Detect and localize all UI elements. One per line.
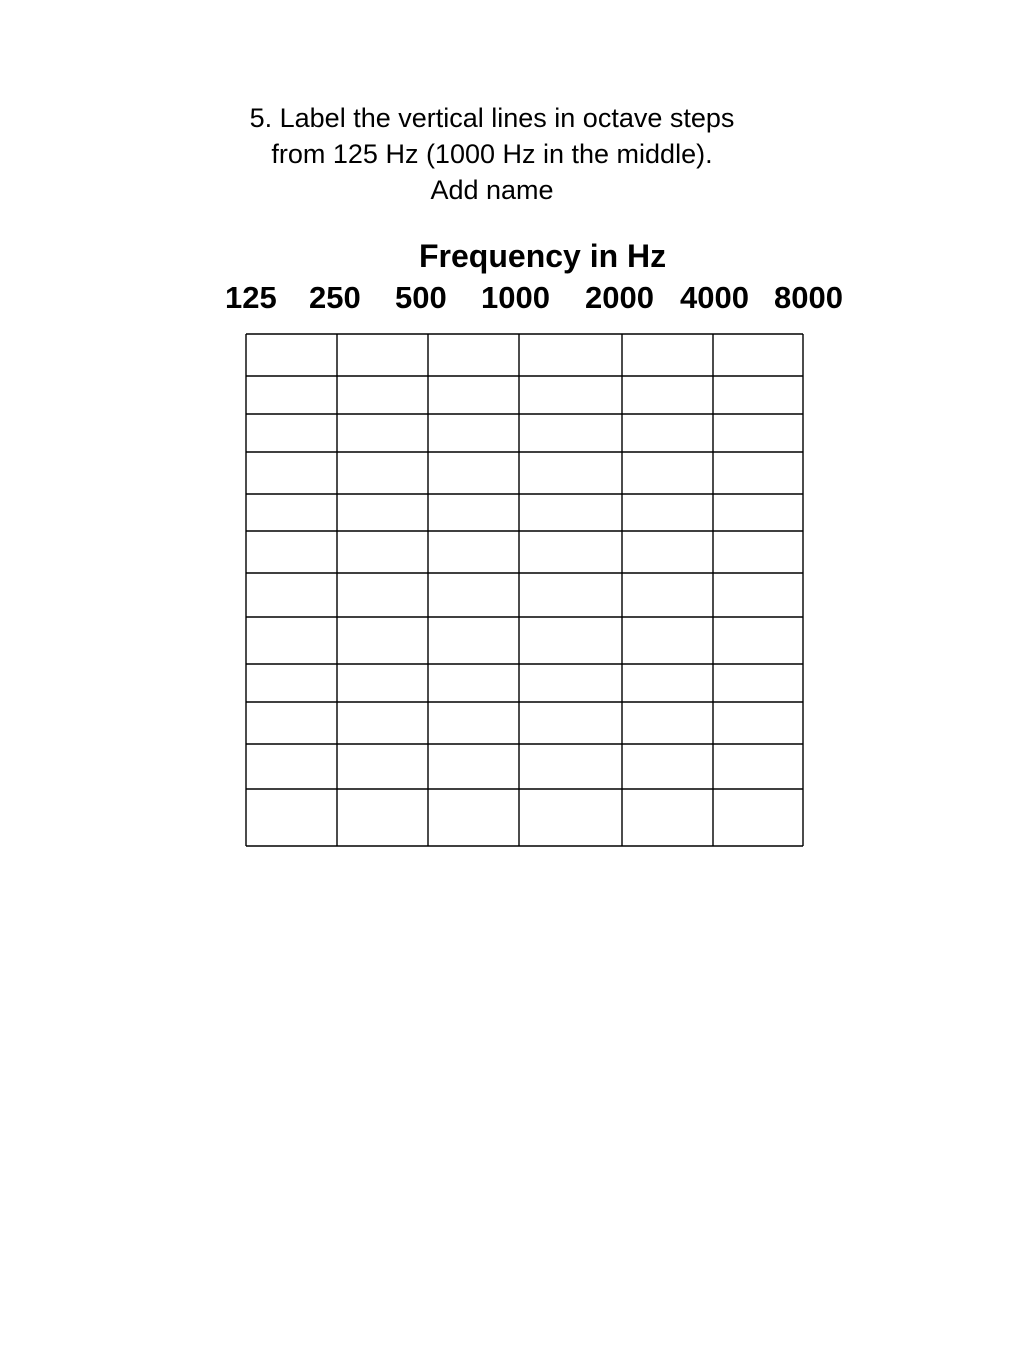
frequency-label-500: 500 [395, 280, 447, 315]
instruction-line-1: 5. Label the vertical lines in octave steps [249, 103, 735, 133]
frequency-label-2000: 2000 [585, 280, 654, 315]
frequency-axis-title: Frequency in Hz [419, 238, 667, 274]
frequency-label-250: 250 [309, 280, 361, 315]
frequency-label-125: 125 [225, 280, 277, 315]
frequency-label-8000: 8000 [774, 280, 843, 315]
instruction-line-2: from 125 Hz (1000 Hz in the middle). [271, 139, 713, 169]
instruction-line-3: Add name [430, 175, 554, 205]
frequency-label-1000: 1000 [481, 280, 550, 315]
frequency-label-4000: 4000 [680, 280, 749, 315]
